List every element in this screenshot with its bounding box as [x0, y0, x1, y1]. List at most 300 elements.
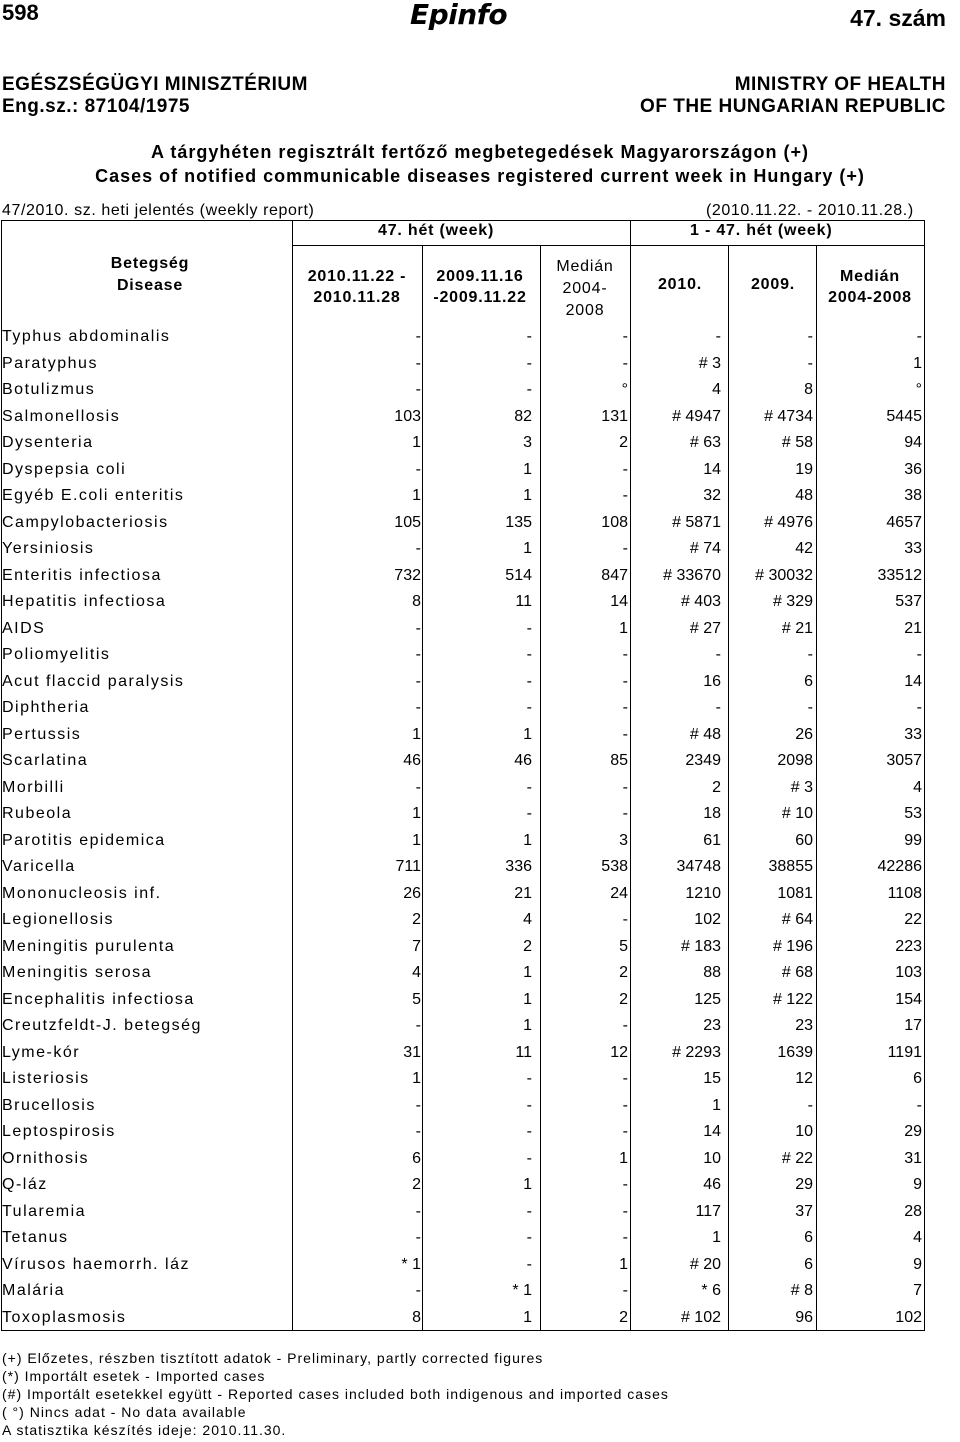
- table-cell: 102: [694, 911, 721, 928]
- table-cell: -: [415, 354, 421, 372]
- table-cell: 32: [703, 487, 721, 504]
- table-cell: 538: [601, 858, 628, 875]
- table-cell: -: [807, 354, 813, 372]
- table-cell: 4: [913, 778, 922, 796]
- table-cell: 60: [795, 831, 813, 849]
- table-cell: 105: [394, 513, 421, 531]
- table-cell: * 1: [512, 1282, 532, 1299]
- table-cell: 88: [703, 964, 721, 981]
- table-cell: 18: [703, 805, 721, 822]
- table-cell: 732: [394, 566, 421, 584]
- table-cell: -: [415, 381, 421, 398]
- table-cell: 1: [619, 1255, 628, 1273]
- table-cell: 1: [619, 619, 628, 637]
- table-cell: -: [415, 778, 421, 796]
- table-row-label: Meningitis purulenta: [2, 937, 176, 955]
- column-header-median-cumulative: [816, 266, 924, 308]
- table-cell: -: [526, 354, 532, 372]
- table-cell: -: [622, 1229, 628, 1246]
- table-cell: 12: [795, 1070, 813, 1087]
- column-header-previous-week-from: 2009.11.16: [436, 268, 524, 285]
- table-row-label: Salmonellosis: [2, 407, 121, 425]
- table-cell: 46: [703, 1176, 721, 1193]
- table-cell: 1: [523, 487, 532, 504]
- table-cell: 4657: [886, 513, 922, 531]
- table-row-label: Enteritis infectiosa: [2, 566, 162, 584]
- table-row-label: Scarlatina: [2, 752, 89, 769]
- table-cell: 1: [712, 1229, 721, 1246]
- table-cell: -: [715, 328, 721, 345]
- table-cell: -: [526, 1229, 532, 1246]
- table-cell: 1: [523, 831, 532, 849]
- table-cell: 108: [601, 513, 628, 531]
- table-cell: 117: [695, 1202, 721, 1220]
- table-cell: 8: [412, 593, 421, 610]
- table-cell: # 3: [790, 778, 813, 796]
- table-row-label: Parotitis epidemica: [2, 831, 166, 849]
- table-cell: -: [622, 699, 628, 716]
- table-cell: -: [526, 619, 532, 637]
- table-cell: # 63: [689, 434, 721, 451]
- table-cell: 29: [904, 1123, 922, 1140]
- table-cell: 33: [904, 540, 922, 557]
- table-cell: 9: [913, 1255, 922, 1273]
- table-cell: 6: [804, 1255, 813, 1273]
- table-cell: -: [415, 699, 421, 716]
- column-header-median-cumulative-l1: Medián: [840, 268, 900, 285]
- table-cell: 3: [619, 831, 628, 849]
- table-cell: 2: [619, 434, 628, 451]
- column-header-disease-en: Disease: [116, 277, 184, 294]
- table-cell: 4: [913, 1229, 922, 1246]
- table-cell: 34748: [676, 858, 721, 875]
- table-cell: -: [526, 1096, 532, 1114]
- table-cell: 33512: [877, 566, 922, 584]
- table-cell: 1: [523, 1017, 532, 1034]
- ministry-hu-name: EGÉSZSÉGÜGYI MINISZTÉRIUM: [2, 74, 308, 95]
- table-cell: 14: [610, 593, 628, 610]
- table-cell: # 5871: [672, 513, 721, 531]
- table-cell: 2: [619, 964, 628, 981]
- table-cell: 16: [703, 672, 721, 690]
- table-row-label: Mononucleosis inf.: [2, 884, 162, 902]
- table-cell: 2: [412, 911, 421, 928]
- table-cell: 135: [505, 513, 532, 531]
- table-cell: -: [415, 1017, 421, 1034]
- table-cell: -: [622, 1123, 628, 1140]
- column-header-median-week: [540, 256, 630, 322]
- column-header-2010: 2010.: [657, 276, 703, 293]
- table-cell: -: [622, 1017, 628, 1034]
- table-cell: 6: [412, 1149, 421, 1167]
- table-cell: -: [807, 328, 813, 345]
- table-cell: -: [622, 1096, 628, 1114]
- footnote-line: (*) Importált esetek - Imported cases: [2, 1368, 266, 1384]
- table-cell: -: [622, 672, 628, 690]
- table-cell: -: [526, 1149, 532, 1167]
- table-cell: 2: [412, 1176, 421, 1193]
- table-cell: -: [622, 354, 628, 372]
- table-row-label: Hepatitis infectiosa: [2, 593, 167, 610]
- table-cell: 125: [694, 990, 721, 1008]
- column-header-previous-week-to: -2009.11.22: [433, 289, 527, 306]
- table-cell: 10: [795, 1123, 813, 1140]
- table-cell: 336: [505, 858, 532, 875]
- table-cell: 7: [412, 937, 421, 955]
- table-row-label: Legionellosis: [2, 911, 115, 928]
- table-cell: 2: [712, 778, 721, 796]
- table-cell: -: [622, 328, 628, 345]
- table-cell: -: [526, 778, 532, 796]
- table-cell: 711: [395, 858, 421, 875]
- table-cell: # 22: [781, 1149, 813, 1167]
- table-cell: -: [622, 1202, 628, 1220]
- table-cell: * 1: [401, 1255, 421, 1273]
- table-cell: -: [622, 911, 628, 928]
- footnote-line: (#) Importált esetekkel együtt - Reported cases included both indigenous and imported cases: [2, 1386, 669, 1402]
- table-cell: # 21: [781, 619, 813, 637]
- table-cell: 24: [610, 884, 628, 902]
- table-cell: 4: [412, 964, 421, 981]
- table-row-label: Ornithosis: [2, 1149, 90, 1167]
- table-row-label: Vírusos haemorrh. láz: [2, 1255, 191, 1273]
- table-cell: # 74: [689, 540, 721, 557]
- table-cell: -: [916, 1096, 922, 1114]
- column-header-median-cumulative-l2: 2004-2008: [828, 289, 912, 306]
- column-header-previous-year-week: [420, 266, 540, 308]
- table-cell: # 10: [781, 805, 813, 822]
- table-cell: 82: [514, 407, 532, 425]
- table-cell: 1: [523, 1308, 532, 1326]
- table-cell: 1: [412, 725, 421, 743]
- table-cell: 36: [904, 460, 922, 478]
- table-cell: 3057: [886, 752, 922, 769]
- table-row-label: Leptospirosis: [2, 1123, 116, 1140]
- table-cell: -: [916, 328, 922, 345]
- table-cell: 6: [804, 672, 813, 690]
- table-cell: °: [915, 381, 922, 398]
- table-row-label: AIDS: [2, 619, 46, 637]
- table-cell: 2: [523, 937, 532, 955]
- table-cell: -: [807, 1096, 813, 1114]
- table-cell: 5: [619, 937, 628, 955]
- table-cell: # 4947: [672, 407, 721, 425]
- ministry-en-name: MINISTRY OF HEALTH: [734, 74, 946, 95]
- table-cell: # 68: [781, 964, 813, 981]
- table-row-label: Poliomyelitis: [2, 646, 111, 663]
- table-cell: 5445: [886, 407, 922, 425]
- table-cell: 85: [610, 752, 628, 769]
- table-cell: 2349: [685, 752, 721, 769]
- table-cell: 1: [523, 725, 532, 743]
- page-number: 598: [2, 0, 39, 25]
- table-row-label: Paratyphus: [2, 354, 98, 372]
- table-cell: 1: [523, 460, 532, 478]
- table-cell: -: [415, 619, 421, 637]
- table-cell: -: [622, 1176, 628, 1193]
- table-cell: 1108: [887, 884, 922, 902]
- table-cell: -: [916, 646, 922, 663]
- table-cell: -: [415, 540, 421, 557]
- table-cell: 15: [703, 1070, 721, 1087]
- report-period: (2010.11.22. - 2010.11.28.): [706, 202, 914, 219]
- table-cell: # 2293: [672, 1043, 721, 1061]
- table-cell: * 6: [701, 1282, 721, 1299]
- table-cell: 1210: [685, 884, 721, 902]
- table-row-label: Lyme-kór: [2, 1043, 81, 1061]
- table-cell: -: [916, 699, 922, 716]
- table-cell: -: [415, 1123, 421, 1140]
- table-cell: 99: [904, 831, 922, 849]
- table-cell: 1191: [887, 1043, 922, 1061]
- table-cell: 31: [904, 1149, 922, 1167]
- table-cell: 48: [795, 487, 813, 504]
- table-row-label: Pertussis: [2, 725, 82, 743]
- table-row-label: Dyspepsia coli: [2, 460, 127, 478]
- column-header-median-week-l1: Medián: [556, 258, 614, 275]
- table-row-label: Egyéb E.coli enteritis: [2, 487, 185, 504]
- table-cell: 2: [619, 1308, 628, 1326]
- table-cell: 1: [523, 1176, 532, 1193]
- table-cell: 26: [403, 884, 421, 902]
- table-cell: 1: [523, 964, 532, 981]
- table-row-label: Malária: [2, 1282, 65, 1299]
- table-row-label: Toxoplasmosis: [2, 1308, 127, 1326]
- table-row-label: Campylobacteriosis: [2, 513, 169, 531]
- ministry-en-country: OF THE HUNGARIAN REPUBLIC: [640, 96, 946, 117]
- table-cell: 61: [703, 831, 721, 849]
- table-cell: # 183: [680, 937, 721, 955]
- table-cell: 29: [795, 1176, 813, 1193]
- table-cell: 1: [412, 805, 421, 822]
- table-cell: # 403: [680, 593, 721, 610]
- table-cell: 1: [412, 831, 421, 849]
- table-row-label: Varicella: [2, 858, 76, 875]
- title-english: Cases of notified communicable diseases registered current week in Hungary (+): [95, 166, 865, 186]
- table-cell: 31: [403, 1043, 421, 1061]
- table-cell: 537: [895, 593, 922, 610]
- table-cell: 8: [804, 381, 813, 398]
- column-header-current-week: [292, 266, 422, 308]
- table-cell: 46: [514, 752, 532, 769]
- table-row-label: Acut flaccid paralysis: [2, 672, 185, 690]
- table-cell: 847: [601, 566, 628, 584]
- table-cell: -: [415, 672, 421, 690]
- table-cell: 1: [913, 354, 922, 372]
- table-cell: -: [622, 805, 628, 822]
- table-cell: 514: [505, 566, 532, 584]
- table-cell: 5: [412, 990, 421, 1008]
- table-cell: 14: [703, 1123, 721, 1140]
- table-cell: # 8: [790, 1282, 813, 1299]
- table-cell: # 329: [772, 593, 813, 610]
- table-cell: 38: [904, 487, 922, 504]
- table-cell: 1: [412, 434, 421, 451]
- table-cell: -: [622, 460, 628, 478]
- table-cell: 11: [515, 593, 532, 610]
- table-cell: -: [526, 646, 532, 663]
- table-cell: 6: [913, 1070, 922, 1087]
- epinfo-logo: Epinfo: [410, 0, 508, 31]
- table-cell: 10: [703, 1149, 721, 1167]
- table-cell: -: [622, 540, 628, 557]
- table-cell: 1: [712, 1096, 721, 1114]
- table-cell: 42286: [877, 858, 922, 875]
- table-cell: -: [622, 1070, 628, 1087]
- table-row-label: Diphtheria: [2, 699, 90, 716]
- table-row-label: Encephalitis infectiosa: [2, 990, 195, 1008]
- table-cell: 96: [795, 1308, 813, 1326]
- table-cell: 23: [703, 1017, 721, 1034]
- table-row-label: Listeriosis: [2, 1070, 90, 1087]
- table-cell: 3: [523, 434, 532, 451]
- table-cell: # 20: [689, 1255, 721, 1273]
- column-header-median-week-l2: 2004-: [562, 280, 608, 297]
- table-cell: # 196: [772, 937, 813, 955]
- table-cell: 1: [523, 990, 532, 1008]
- table-cell: # 4976: [764, 513, 813, 531]
- table-cell: -: [807, 699, 813, 716]
- table-cell: 1: [412, 1070, 421, 1087]
- table-cell: -: [415, 1282, 421, 1299]
- table-cell: -: [415, 1229, 421, 1246]
- table-cell: -: [622, 778, 628, 796]
- table-cell: 7: [913, 1282, 922, 1299]
- table-cell: -: [415, 460, 421, 478]
- table-cell: -: [715, 699, 721, 716]
- table-cell: 1: [523, 540, 532, 557]
- table-cell: -: [526, 381, 532, 398]
- table-cell: # 4734: [764, 407, 813, 425]
- table-cell: 46: [403, 752, 421, 769]
- table-row-label: Dysenteria: [2, 434, 94, 451]
- table-row-label: Creutzfeldt-J. betegség: [2, 1017, 202, 1034]
- table-cell: # 3: [698, 354, 721, 372]
- table-cell: 23: [795, 1017, 813, 1034]
- column-header-current-week-to: 2010.11.28: [313, 289, 401, 306]
- table-row-label: Botulizmus: [2, 381, 96, 398]
- table-cell: -: [622, 1282, 628, 1299]
- table-cell: 21: [904, 619, 922, 637]
- table-cell: -: [415, 646, 421, 663]
- table-cell: 4: [712, 381, 721, 398]
- table-cell: # 27: [689, 619, 721, 637]
- table-cell: 103: [895, 964, 922, 981]
- table-cell: 4: [523, 911, 532, 928]
- table-row-label: Meningitis serosa: [2, 964, 152, 981]
- table-cell: 38855: [768, 858, 813, 875]
- table-cell: 21: [514, 884, 532, 902]
- table-cell: 28: [904, 1202, 922, 1220]
- table-cell: 17: [904, 1017, 922, 1034]
- issue-number: 47. szám: [850, 5, 946, 31]
- table-cell: # 64: [781, 911, 813, 928]
- table-cell: 154: [895, 990, 922, 1008]
- table-cell: -: [526, 672, 532, 690]
- footnote-line: ( °) Nincs adat - No data available: [2, 1404, 247, 1420]
- table-cell: -: [526, 1123, 532, 1140]
- table-row-label: Tetanus: [2, 1229, 69, 1246]
- table-row-label: Brucellosis: [2, 1096, 96, 1114]
- table-cell: -: [526, 328, 532, 345]
- group-header-cumulative: 1 - 47. hét (week): [690, 222, 833, 239]
- table-cell: 14: [703, 460, 721, 478]
- table-row-label: Morbilli: [2, 778, 65, 796]
- table-cell: # 58: [781, 434, 813, 451]
- table-cell: 33: [904, 725, 922, 743]
- table-cell: 26: [795, 725, 813, 743]
- table-cell: # 48: [689, 725, 721, 743]
- table-cell: 12: [610, 1043, 628, 1061]
- table-cell: -: [807, 646, 813, 663]
- table-cell: 9: [913, 1176, 922, 1193]
- table-cell: 102: [895, 1308, 922, 1326]
- table-cell: -: [526, 1070, 532, 1087]
- table-cell: -: [526, 1202, 532, 1220]
- group-header-week: 47. hét (week): [378, 222, 495, 239]
- table-cell: 223: [895, 937, 922, 955]
- column-header-2009: 2009.: [750, 276, 796, 293]
- footnote-line: A statisztika készítés ideje: 2010.11.30.: [2, 1422, 287, 1438]
- table-cell: -: [526, 1255, 532, 1273]
- table-cell: 22: [904, 911, 922, 928]
- table-cell: -: [526, 699, 532, 716]
- table-row-label: Tularemia: [2, 1202, 87, 1220]
- table-cell: 131: [601, 407, 628, 425]
- table-cell: 1: [412, 487, 421, 504]
- table-cell: 53: [904, 805, 922, 822]
- table-row-label: Rubeola: [2, 805, 73, 822]
- table-cell: # 102: [680, 1308, 721, 1326]
- table-cell: 2: [619, 990, 628, 1008]
- table-cell: 37: [795, 1202, 813, 1220]
- table-cell: # 30032: [755, 566, 813, 584]
- table-cell: -: [415, 1202, 421, 1220]
- table-cell: 103: [394, 407, 421, 425]
- table-cell: 19: [795, 460, 813, 478]
- table-cell: 94: [904, 434, 922, 451]
- table-cell: 11: [515, 1043, 532, 1061]
- column-header-median-week-l3: 2008: [565, 302, 605, 319]
- table-cell: -: [622, 725, 628, 743]
- table-row-label: Q-láz: [2, 1176, 48, 1193]
- table-cell: -: [622, 646, 628, 663]
- column-header-current-week-from: 2010.11.22 -: [307, 268, 407, 285]
- column-header-disease-hu: Betegség: [110, 255, 190, 272]
- table-cell: # 33670: [663, 566, 721, 584]
- table-cell: 14: [904, 672, 922, 690]
- table-cell: -: [715, 646, 721, 663]
- table-cell: °: [621, 381, 628, 398]
- table-cell: -: [415, 1096, 421, 1114]
- table-cell: 1639: [777, 1043, 813, 1061]
- registration-number: Eng.sz.: 87104/1975: [2, 96, 190, 117]
- table-cell: -: [415, 328, 421, 345]
- table-row-label: Yersiniosis: [2, 540, 95, 557]
- footnote-line: (+) Előzetes, részben tisztított adatok - Preliminary, partly corrected figures: [2, 1350, 544, 1366]
- table-cell: 1081: [777, 884, 813, 902]
- report-label: 47/2010. sz. heti jelentés (weekly report): [2, 202, 315, 219]
- table-cell: 6: [804, 1229, 813, 1246]
- table-cell: 1: [619, 1149, 628, 1167]
- table-cell: -: [526, 805, 532, 822]
- table-cell: -: [622, 487, 628, 504]
- table-cell: # 122: [772, 990, 813, 1008]
- table-cell: 8: [412, 1308, 421, 1326]
- table-row-label: Typhus abdominalis: [2, 328, 171, 345]
- column-header-disease: [100, 253, 200, 297]
- table-cell: 42: [795, 540, 813, 557]
